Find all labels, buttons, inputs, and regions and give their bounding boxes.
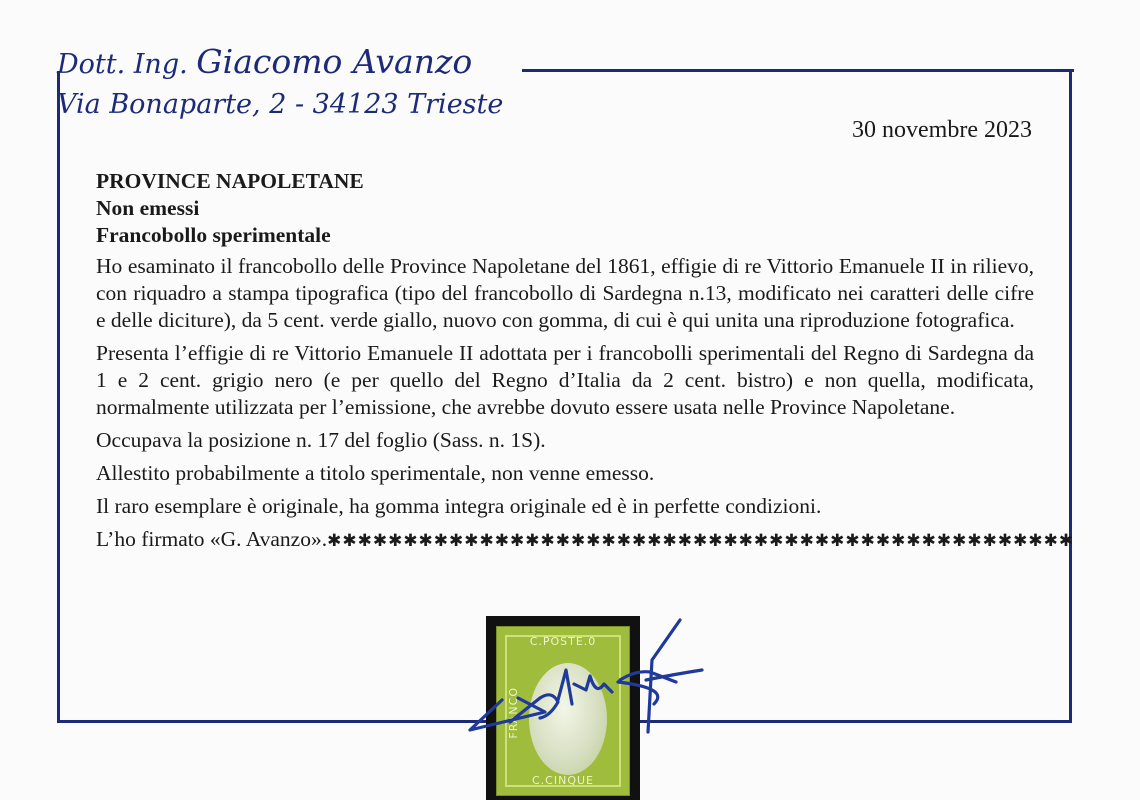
letterhead [57,42,503,125]
certificate-body [96,168,1075,554]
paragraph-experimental: Allestito probabilmente a titolo sperimentale, non venne emesso. [96,461,655,485]
stamp-bottom-text: C.CINQUE [532,774,594,787]
certificate-date: 30 novembre 2023 [852,117,1032,143]
paragraph-position: Occupava la posizione n. 17 del foglio (Sass. n. 1S). [96,428,546,452]
stamp-side-text: FRANCO [507,687,520,739]
star-fill: ✱✱✱✱✱✱✱✱✱✱✱✱✱✱✱✱✱✱✱✱✱✱✱✱✱✱✱✱✱✱✱✱✱✱✱✱✱✱✱✱✱✱✱✱✱✱✱✱✱ [327,531,1075,550]
paragraph-description: Ho esaminato il francobollo delle Province Napoletane del 1861, effigie di re Vittorio Emanuele II in rilievo, con riquadro a stampa tipografica (tipo del francobollo di Sardegna n.13, modificato nei caratteri delle cifre e delle diciture), da 5 cent. verde giallo, nuovo con gomma, di cui è qui unita una riproduzione fotografica. [96,254,1034,332]
heading-status: Non emessi [96,196,200,220]
paragraph-condition: Il raro esemplare è originale, ha gomma integra originale ed è in perfette condizioni. [96,494,822,518]
handwritten-signature [440,600,730,740]
signed-text: L’ho firmato «G. Avanzo». [96,527,328,551]
paragraph-effigy: Presenta l’effigie di re Vittorio Emanuele II adottata per i francobolli sperimentali del Regno di Sardegna da 1 e 2 cent. grigio nero (e per quello del Regno d’Italia da 2 cent. bistro) e non quella, modificata, normalmente utilizzata per l’emissione, che avrebbe dovuto essere usata nelle Province Napoletane. [96,341,1034,419]
stamp-top-text: C.POSTE.0 [529,635,597,648]
letterhead-name: Giacomo Avanzo [196,42,473,81]
letterhead-prefix: Dott. Ing. [57,49,188,80]
heading-type: Francobollo sperimentale [96,223,331,247]
letterhead-address: Via Bonaparte, 2 - 34123 Trieste [57,89,504,120]
signed-line [96,526,1075,554]
heading-province: PROVINCE NAPOLETANE [96,169,364,193]
